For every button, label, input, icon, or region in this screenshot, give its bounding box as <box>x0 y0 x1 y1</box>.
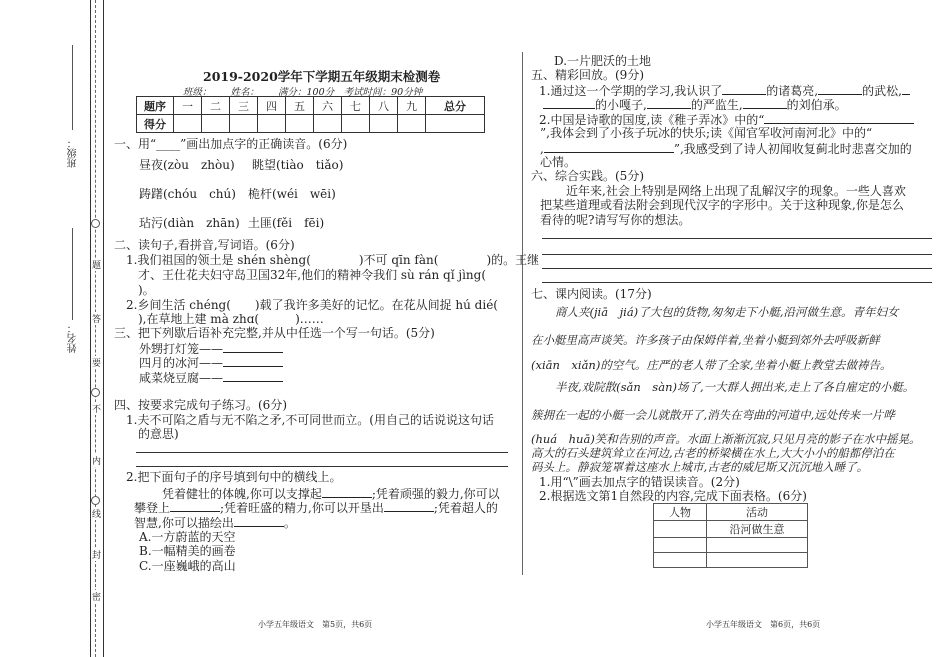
seal-char: 不 <box>92 402 101 415</box>
q6-heading: 六、综合实践。(5分) <box>531 169 644 183</box>
q2-line: 2.乡间生活 chéng( )载了我许多美好的记忆。在花从间捉 hú dié( <box>126 298 498 312</box>
score-header-cell: 五 <box>286 97 314 115</box>
seal-char: 要 <box>92 356 101 369</box>
q4-text: 攀登上 <box>134 501 171 515</box>
q3-item <box>139 355 283 370</box>
q5-blank[interactable] <box>902 83 910 95</box>
q2-line: )。 <box>138 283 155 297</box>
score-cell[interactable] <box>286 115 314 133</box>
score-header-cell: 三 <box>230 97 258 115</box>
q7-table-head: 人物 <box>654 504 707 521</box>
q4-blank[interactable] <box>234 515 284 527</box>
q4-text: ;凭着超人的 <box>433 501 498 515</box>
score-cell[interactable] <box>174 115 202 133</box>
q5-blank[interactable] <box>647 97 691 109</box>
q1-item: 昼夜(zòu zhòu) <box>139 158 235 172</box>
q4-line: 2.把下面句子的序号填到句中的横线上。 <box>126 470 342 484</box>
q7-table-cell: 沿河做生意 <box>707 521 808 538</box>
q5-blank[interactable] <box>544 141 674 153</box>
q1-item: 眺望(tiào tiǎo) <box>252 158 344 172</box>
q7-passage-line: 在小艇里高声谈笑。许多孩子由保姆伴着,坐着小艇到郊外去呼吸新鲜 <box>531 333 880 347</box>
q4-option: D.一片肥沃的土地 <box>554 54 652 68</box>
score-header-row <box>137 97 485 115</box>
q4-option: C.一座巍峨的高山 <box>139 559 236 573</box>
q3-item-text: 外甥打灯笼—— <box>139 342 224 356</box>
q6-line: 把某些道理或看法附会到现代汉字的字形中。关于这种现象,你是怎么 <box>540 198 904 212</box>
score-cell[interactable] <box>398 115 426 133</box>
q4-text: ;凭着旺盛的精力,你可以开垦出 <box>220 501 384 515</box>
q6-line: 看待的呢?请写写你的想法。 <box>540 213 691 227</box>
score-cell[interactable] <box>426 115 485 133</box>
column-divider <box>522 52 523 575</box>
seal-char: 封 <box>92 548 101 561</box>
score-header-cell: 总分 <box>426 97 485 115</box>
q4-blank[interactable] <box>384 500 434 512</box>
q5-line: 心情。 <box>540 155 577 169</box>
q4-text: 智慧,你可以描绘出 <box>134 516 234 530</box>
q5-text: 的刘伯承。 <box>786 98 847 112</box>
q5-line <box>540 141 912 156</box>
seal-circle <box>91 219 100 228</box>
q1-item: 土匪(fěi fēi) <box>248 216 325 230</box>
q5-blank[interactable] <box>543 97 595 109</box>
seal-char: 内 <box>92 454 101 467</box>
score-header-cell: 一 <box>174 97 202 115</box>
page-footer-left: 小学五年级语文 第5页，共6页 <box>258 620 373 629</box>
q7-table-cell[interactable] <box>707 553 808 568</box>
seal-char: 题 <box>92 258 101 271</box>
score-header-cell: 题序 <box>137 97 174 115</box>
score-table <box>136 96 485 133</box>
score-header-cell: 八 <box>370 97 398 115</box>
seal-char: 线 <box>92 507 101 520</box>
q7-passage-line: (huá huā)笑和告别的声音。水面上渐渐沉寂,只见月亮的影子在水中摇晃。 <box>531 432 921 446</box>
q7-heading: 七、课内阅读。(17分) <box>531 287 652 301</box>
q5-text: 1.通过这一个学期的学习,我认识了 <box>539 84 723 98</box>
q5-text: 的诸葛亮, <box>766 84 819 98</box>
q5-text: 2.中国是诗歌的国度,读《稚子弄冰》中的“ <box>539 113 765 127</box>
binding-line-left <box>90 0 91 657</box>
q4-para <box>162 486 500 501</box>
seal-char: 密 <box>92 590 101 603</box>
score-cell[interactable] <box>370 115 398 133</box>
score-header-cell: 九 <box>398 97 426 115</box>
score-header-cell: 六 <box>314 97 342 115</box>
q4-line: 1.夫不可陷之盾与无不陷之矛,不可同世而立。(用自己的话说说这句话 <box>126 413 494 427</box>
score-row <box>137 115 485 133</box>
q7-table-cell[interactable] <box>707 538 808 553</box>
q7-table-head: 活动 <box>707 504 808 521</box>
q6-line: 近年来,社会上特别是网络上出现了乱解汉字的现象。一些人喜欢 <box>566 184 906 198</box>
q3-heading: 三、把下列歇后语补充完整,并从中任选一个写一句话。(5分) <box>114 326 435 340</box>
score-row-label: 得分 <box>137 115 174 133</box>
answer-line[interactable] <box>542 238 932 239</box>
q5-text: , <box>540 142 544 156</box>
q4-option: B.一幅精美的画卷 <box>139 544 236 558</box>
q4-para <box>134 515 296 530</box>
q7-table-cell[interactable] <box>654 521 707 538</box>
q5-text: 的小嘎子, <box>595 98 647 112</box>
q7-passage-line: 半夜,戏院散(sǎn sàn)场了,一大群人拥出来,走上了各自雇定的小艇。 <box>555 380 915 394</box>
q5-blank[interactable] <box>818 83 862 95</box>
q4-text: 。 <box>283 516 296 530</box>
answer-line[interactable] <box>542 254 932 255</box>
q2-line: 1.我们祖国的领土是 shén shèng( )不可 qīn fàn( )的。王继 <box>126 253 540 267</box>
class-blank[interactable] <box>72 45 73 130</box>
score-header-cell: 四 <box>258 97 286 115</box>
q7-passage-line: 码头上。静寂笼罩着这座水上城市,古老的威尼斯又沉沉地入睡了。 <box>531 460 869 474</box>
seal-char: 答 <box>92 312 101 325</box>
q3-item-text: 咸菜烧豆腐—— <box>139 371 224 385</box>
q7-passage-line: 簇拥在一起的小艇一会儿就散开了,消失在弯曲的河道中,远处传来一片哗 <box>531 408 895 422</box>
q4-heading: 四、按要求完成句子练习。(6分) <box>114 398 287 412</box>
name-label: 姓名： <box>68 323 79 353</box>
q7-table-cell[interactable] <box>654 538 707 553</box>
q3-item <box>139 341 283 356</box>
binding-line-right <box>103 0 104 657</box>
exam-title: 2019-2020学年下学期五年级期末检测卷 <box>203 69 441 84</box>
score-cell[interactable] <box>258 115 286 133</box>
q5-blank[interactable] <box>764 112 914 124</box>
q3-blank[interactable] <box>223 341 283 353</box>
q3-blank[interactable] <box>223 370 283 382</box>
q4-blank[interactable] <box>322 486 372 498</box>
q2-line: ),在草地上建 mà zhɑ( )…… <box>138 312 324 326</box>
name-blank[interactable] <box>72 228 73 320</box>
score-header-cell: 二 <box>202 97 230 115</box>
q1-item: 桅杆(wéi wēi) <box>248 187 336 201</box>
q4-para <box>134 500 498 515</box>
answer-line[interactable] <box>136 452 508 453</box>
q5-heading: 五、精彩回放。(9分) <box>531 68 644 82</box>
q5-blank[interactable] <box>743 97 787 109</box>
q7-table-cell[interactable] <box>654 553 707 568</box>
q5-text: 的严监生, <box>690 98 743 112</box>
score-cell[interactable] <box>202 115 230 133</box>
q1-item: 玷污(diàn zhān) <box>139 216 240 230</box>
answer-line[interactable] <box>136 466 508 467</box>
q4-text: ;凭着顽强的毅力,你可以 <box>371 487 500 501</box>
q5-text: ”,我感受到了诗人初闻收复蓟北时悲喜交加的 <box>673 142 912 156</box>
answer-line[interactable] <box>542 268 932 269</box>
q3-item <box>139 370 283 385</box>
q5-line: ”,我体会到了小孩子玩冰的快乐;读《闻官军收河南河北》中的“ <box>540 126 873 140</box>
q5-line <box>539 112 914 127</box>
q1-heading: 一、用“____”画出加点字的正确读音。(6分) <box>114 137 348 151</box>
page-footer-right: 小学五年级语文 第6页，共6页 <box>706 620 821 629</box>
q4-text: 凭着健壮的体魄,你可以支撑起 <box>162 487 322 501</box>
q2-line: 才、王仕花夫妇守岛卫国32年,他们的精神令我们 sù rán qǐ jìng( <box>138 268 487 282</box>
q2-heading: 二、读句子,看拼音,写词语。(6分) <box>114 238 295 252</box>
q5-text: 的武松, <box>862 84 902 98</box>
seal-circle <box>91 496 100 505</box>
q4-blank[interactable] <box>170 500 220 512</box>
q5-line <box>543 97 847 112</box>
q5-line <box>539 83 910 98</box>
q4-line: 的意思) <box>138 427 179 441</box>
score-header-cell: 七 <box>342 97 370 115</box>
q1-item: 踌躇(chóu chú) <box>139 187 236 201</box>
exam-info: 班级： 姓名： 满分：100分 考试时间：90分钟 <box>183 87 423 98</box>
q3-blank[interactable] <box>223 355 283 367</box>
q7-sub: 1.用“\”画去加点字的错误读音。(2分) <box>539 475 740 489</box>
q7-passage-line: 高大的石头建筑耸立在河边,古老的桥梁横在水上,大大小小的船都停泊在 <box>531 446 895 460</box>
seal-circle <box>91 388 100 397</box>
score-cell[interactable] <box>342 115 370 133</box>
q7-table <box>653 503 808 568</box>
answer-line[interactable] <box>542 282 932 283</box>
q5-blank[interactable] <box>722 83 766 95</box>
q4-option: A.一方蔚蓝的天空 <box>139 530 236 544</box>
q7-passage-line: (xiān xiǎn)的空气。庄严的老人带了全家,坐着小艇上教堂去做祷告。 <box>531 358 892 372</box>
score-cell[interactable] <box>314 115 342 133</box>
score-cell[interactable] <box>230 115 258 133</box>
q7-passage-line: 商人夹(jiā jiá)了大包的货物,匆匆走下小艇,沿河做生意。青年妇女 <box>555 305 899 319</box>
q3-item-text: 四月的冰河—— <box>139 356 224 370</box>
q7-sub: 2.根据选文第1自然段的内容,完成下面表格。(6分) <box>539 489 807 503</box>
class-label: 班级： <box>68 138 79 168</box>
